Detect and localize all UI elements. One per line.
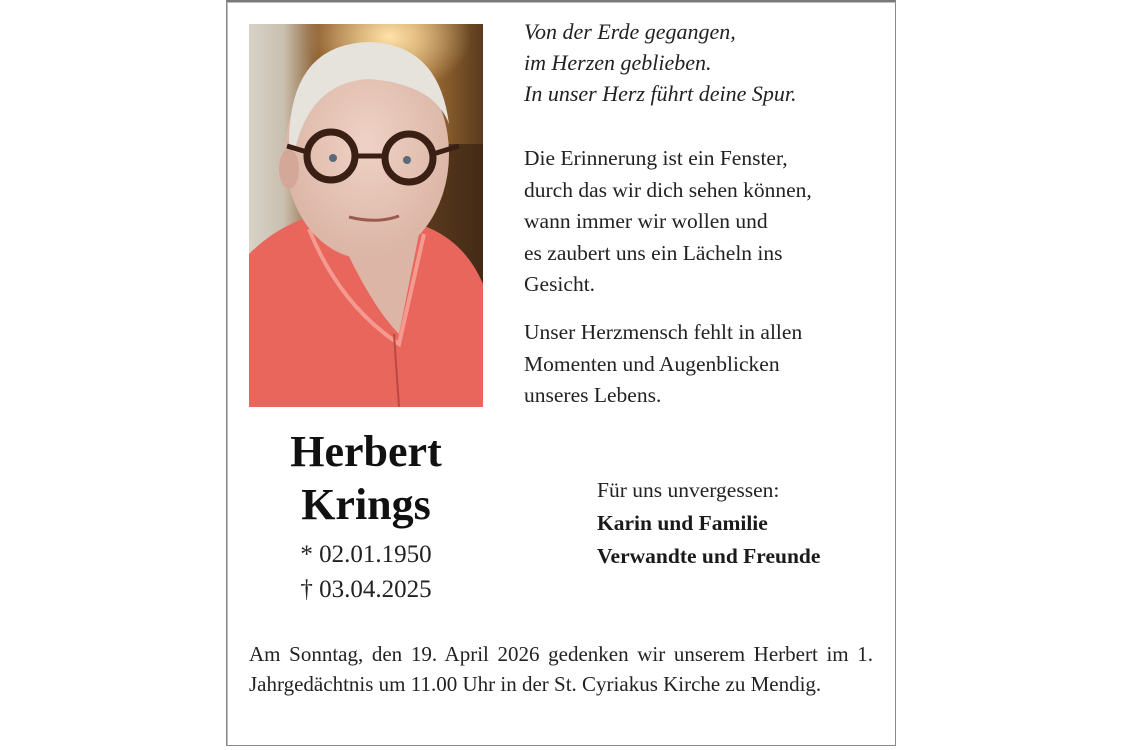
- memorial-service-notice: Am Sonntag, den 19. April 2026 gedenken wir unserem Herbert im 1. Jahrgedächtnis um 11.00 Uhr in der St. Cyriakus Kirche zu Mendig.: [249, 642, 873, 696]
- paragraph-line: Momenten und Augenblicken: [524, 351, 780, 376]
- deceased-last-name: Krings: [301, 480, 431, 529]
- paragraph-line: es zaubert uns ein Lächeln ins: [524, 240, 783, 265]
- portrait-photo: [249, 24, 483, 407]
- portrait-image: [249, 24, 483, 407]
- poem-verse: [524, 16, 884, 109]
- poem-line: Von der Erde gegangen,: [524, 19, 736, 44]
- paragraph-line: Die Erinnerung ist ein Fenster,: [524, 146, 788, 170]
- mourners-family: Karin und Familie: [597, 511, 768, 535]
- poem-line: im Herzen geblieben.: [524, 50, 712, 75]
- deceased-first-name: Herbert: [290, 427, 442, 476]
- missing-paragraph: [524, 317, 884, 412]
- paragraph-line: Unser Herzmensch fehlt in allen: [524, 320, 803, 344]
- poem-line: In unser Herz führt deine Spur.: [524, 81, 797, 106]
- paragraph-line: Gesicht.: [524, 272, 596, 296]
- memory-paragraph: [524, 143, 884, 301]
- paragraph-line: unseres Lebens.: [524, 383, 662, 407]
- mourners-relatives: Verwandte und Freunde: [597, 544, 821, 568]
- mourners-block: [597, 474, 820, 573]
- birth-date: * 02.01.1950: [300, 541, 432, 568]
- death-date: † 03.04.2025: [300, 576, 432, 603]
- paragraph-line: wann immer wir wollen und: [524, 209, 768, 233]
- mourners-intro: Für uns unvergessen:: [597, 478, 780, 502]
- paragraph-line: durch das wir dich sehen können,: [524, 177, 812, 202]
